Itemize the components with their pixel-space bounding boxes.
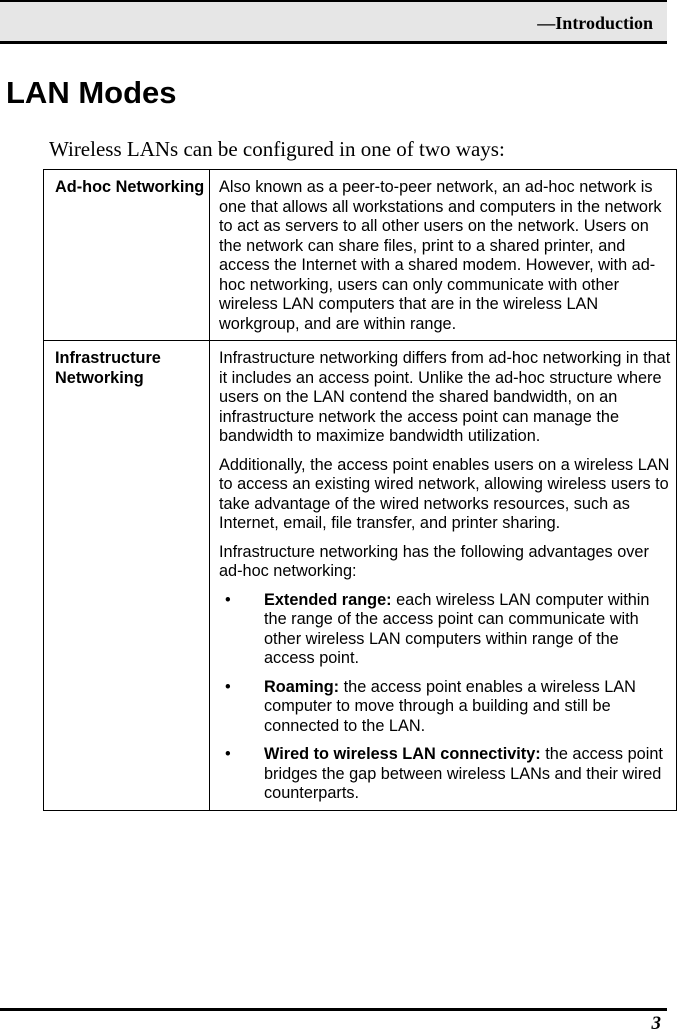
description-ad-hoc (210, 170, 677, 341)
table-row (44, 341, 677, 811)
bullet-label: Roaming: (264, 677, 340, 696)
term-infrastructure: Infrastructure Networking (44, 341, 210, 811)
bullet-text (264, 678, 673, 737)
page-header (0, 0, 667, 44)
paragraph: Infrastructure networking has the following advantages over ad-hoc networking: (219, 542, 649, 580)
page-title: LAN Modes (6, 75, 177, 110)
bullet-body: the access point bridges the gap between wireless LANs and their wired counterparts. (264, 745, 663, 802)
bullet-text (264, 745, 673, 804)
list-item (219, 745, 673, 804)
bullet-label: Wired to wireless LAN connectivity: (264, 745, 541, 763)
bullet-body: the access point enables a wireless LAN computer to move through a building and still be connected to the LAN. (264, 677, 636, 735)
bullet-text (264, 591, 673, 669)
table-row (44, 170, 677, 341)
section-label: —Introduction (537, 13, 653, 33)
intro-text: Wireless LANs can be configured in one of two ways: (49, 137, 505, 161)
description-infrastructure (210, 341, 677, 811)
bullet-body: each wireless LAN computer within the range of the access point can communicate with other wireless LAN computers within range of the access point. (264, 590, 650, 667)
term-ad-hoc: Ad-hoc Networking (44, 170, 210, 341)
bullet-icon: • (225, 745, 231, 763)
list-item (219, 678, 673, 737)
list-item (219, 591, 673, 669)
paragraph: Infrastructure networking differs from ad-hoc networking in that it includes an access point. Unlike the ad-hoc structure where users on the LAN contend the shared bandwidth, on an infrastructure network the access point can manage the bandwidth to maximize bandwidth utilization. (219, 349, 671, 445)
lan-modes-table (43, 169, 677, 811)
bullet-icon: • (225, 677, 231, 696)
bullet-icon: • (225, 590, 231, 609)
paragraph: Also known as a peer-to-peer network, an ad-hoc network is one that allows all workstations and computers in the network to act as servers to all other users on the network. Users on the network can share files, print to a shared printer, and access the Internet with a shared modem. However, with ad-hoc networking, users can only communicate with other wireless LAN computers that are in the wireless LAN workgroup, and are within range. (219, 178, 662, 333)
footer-rule (0, 1008, 667, 1011)
paragraph: Additionally, the access point enables users on a wireless LAN to access an existing wired network, allowing wireless users to take advantage of the wired networks resources, such as Internet, email, file transfer, and printer sharing. (219, 455, 670, 532)
page-number: 3 (651, 1013, 661, 1034)
bullet-label: Extended range: (264, 590, 392, 609)
